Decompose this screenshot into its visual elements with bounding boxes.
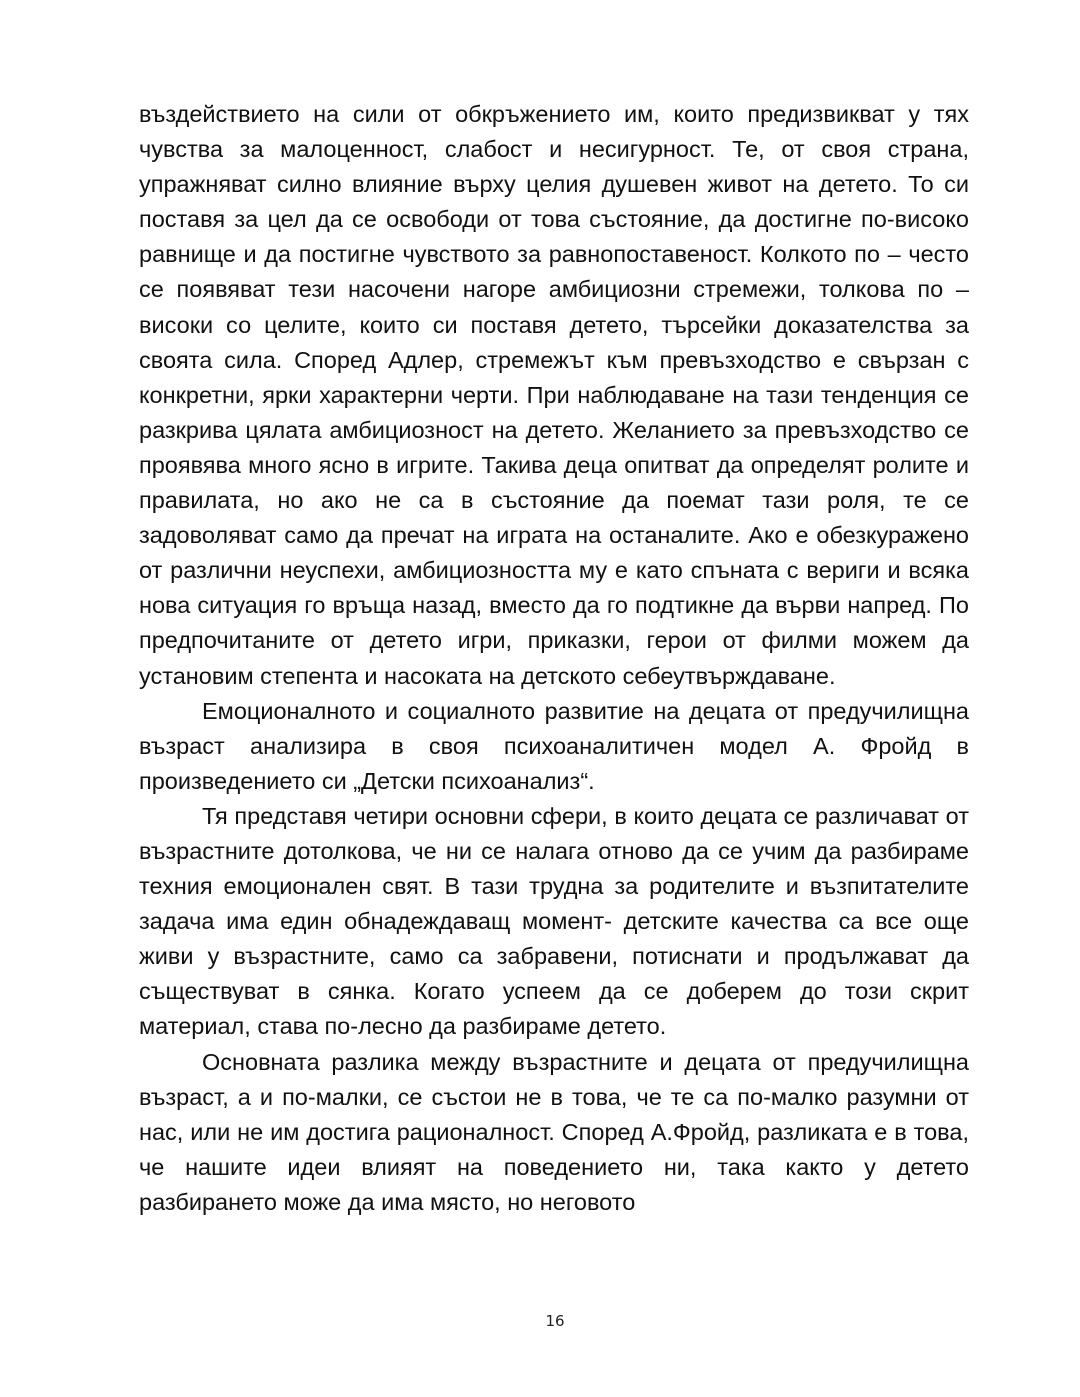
document-body [139,97,969,1220]
paragraph-3: Тя представя четири основни сфери, в които децата се различават от възрастните дотолкова, че ни се налага отново да се учим да разбираме техния емоционален свят. В тази трудна за родителите и възпитателите задача има един обнадеждаващ момент- детските качества са все още живи у възрастните, само са забравени, потиснати и продължават да съществуват в сянка. Когато успеем да се доберем до този скрит материал, става по-лесно да разбираме детето. [139,802,969,1040]
paragraph-1: въздействието на сили от обкръжението им, които предизвикват у тях чувства за малоценност, слабост и несигурност. Те, от своя страна, упражняват силно влияние върху целия душевен живот на детето. То си поставя за цел да се освободи от това състояние, да достигне по-високо равнище и да постигне чувството за равнопоставеност. Колкото по – често се появяват тези насочени нагоре амбициозни стремежи, толкова по – високи со целите, които си поставя детето, търсейки доказателства за своята сила. Според Адлер, стремежът към превъзходство е свързан с конкретни, ярки характерни черти. При наблюдаване на тази тенденция се разкрива цялата амбициозност на детето. Желанието за превъзходство се проявява много ясно в игрите. Такива деца опитват да определят ролите и правилата, но ако не са в състояние да поемат тази роля, те се задоволяват само да пречат на играта на останалите. Ако е обезкуражено от различни неуспехи, амбициозността му е като спъната с вериги и всяка нова ситуация го връща назад, вместо да го подтикне да върви напред. По предпочитаните от детето игри, приказки, герои от филми можем да установим степента и насоката на детското себеутвърждаване. [139,101,969,689]
paragraph-2: Емоционалното и социалното развитие на децата от предучилищна възраст анализира в своя психоаналитичен модел А. Фройд в произведението си „Детски психоанализ“. [139,697,969,794]
paragraph-4: Основната разлика между възрастните и децата от предучилищна възраст, а и по-малки, се състои не в това, че те са по-малко разумни от нас, или не им достига рационалност. Според А.Фройд, разликата е в това, че нашите идеи влияят на поведението ни, така както у детето разбирането може да има място, но неговото [139,1048,969,1215]
page-number: 16 [545,1312,565,1330]
